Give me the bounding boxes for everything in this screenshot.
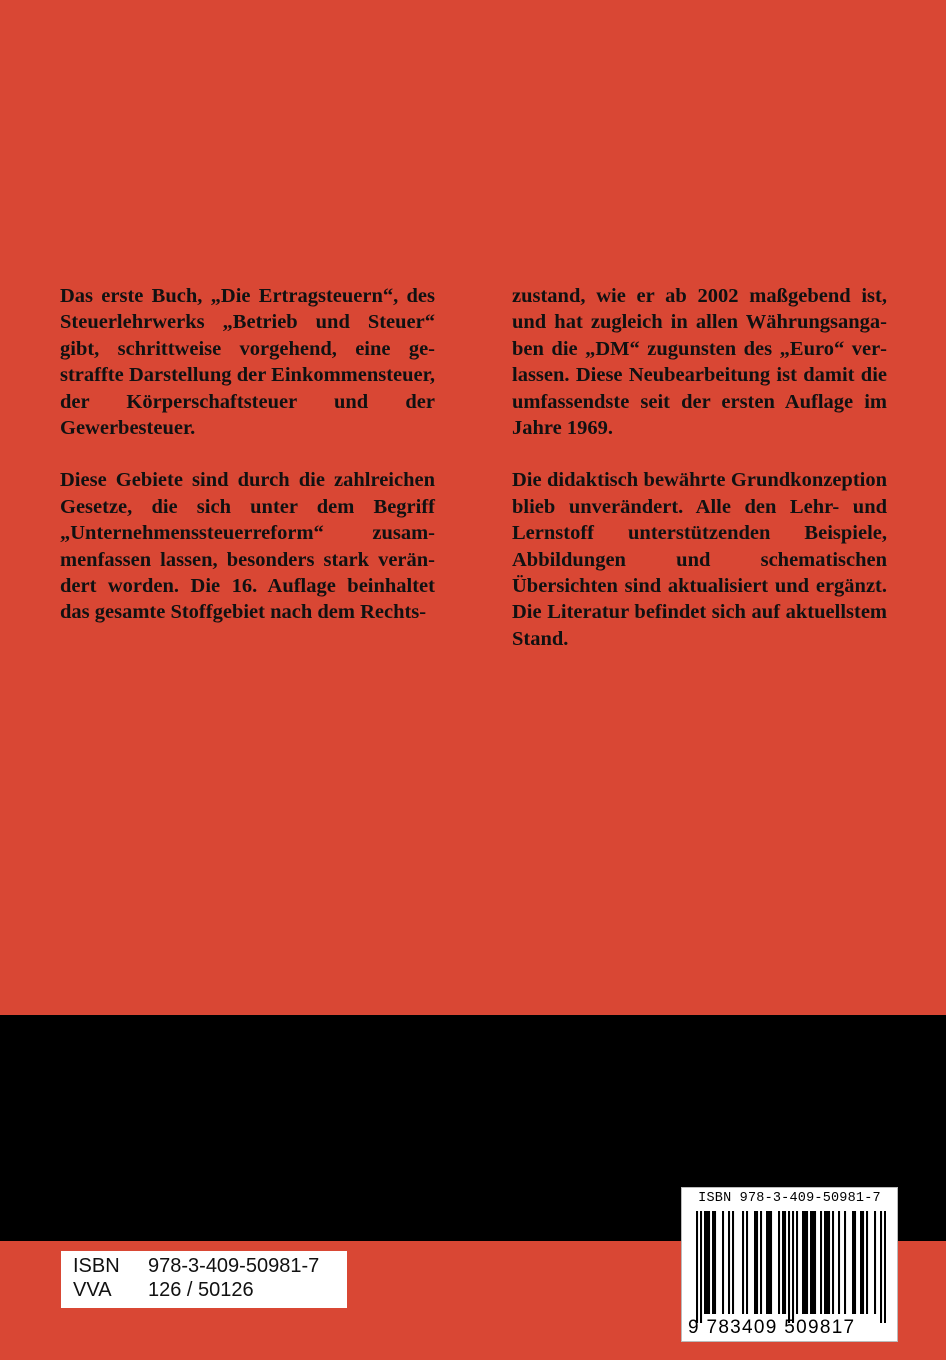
barcode-bar — [756, 1211, 758, 1314]
barcode-bar — [884, 1211, 886, 1323]
barcode-bar — [824, 1211, 826, 1314]
barcode-bar — [760, 1211, 762, 1314]
barcode-bar — [778, 1211, 780, 1314]
barcode-bar — [812, 1211, 814, 1314]
barcode-bar — [826, 1211, 828, 1314]
vva-label: VVA — [73, 1279, 112, 1301]
barcode-bar — [810, 1211, 812, 1314]
barcode-bar — [766, 1211, 768, 1314]
barcode-bar — [820, 1211, 822, 1314]
barcode-bar — [866, 1211, 868, 1314]
barcode-bar — [852, 1211, 854, 1314]
paragraph-1: Das erste Buch, „Die Ertragsteuern“, des Steuerlehrwerks „Betrieb und Steuer“ gibt, schrittweise vorgehend, eine gestraffte Darstellung der Einkommensteuer, der Körperschaftsteuer und der Gewerbesteuer. — [60, 285, 435, 440]
barcode-bar — [792, 1211, 794, 1323]
barcode-bar — [804, 1211, 806, 1314]
barcode-bar — [728, 1211, 730, 1314]
barcode-bar — [838, 1211, 840, 1314]
barcode-bar — [700, 1211, 702, 1323]
barcode-bar — [874, 1211, 876, 1314]
back-cover-text-right — [512, 283, 887, 678]
barcode-bar — [732, 1211, 734, 1314]
vva-row — [73, 1278, 347, 1302]
isbn-row — [73, 1254, 347, 1278]
barcode-isbn-text: ISBN 978-3-409-50981-7 — [698, 1191, 881, 1206]
paragraph-2: Diese Gebiete sind durch die zahlreichen Gesetze, die sich unter dem Begriff „Unternehmenssteuerreform“ zusammenfassen lassen, besonders stark verändert worden. Die 16. Auflage beinhaltet das gesamte Stoffgebiet nach dem Rechts- — [60, 469, 435, 624]
barcode-bar — [814, 1211, 816, 1314]
barcode-bar — [828, 1211, 830, 1314]
barcode-bar — [770, 1211, 772, 1314]
barcode-bar — [788, 1211, 790, 1323]
barcode-bar — [796, 1211, 798, 1314]
barcode-bar — [706, 1211, 708, 1314]
barcode-bar — [714, 1211, 716, 1314]
vva-value: 126 / 50126 — [148, 1279, 254, 1301]
barcode-bar — [784, 1211, 786, 1314]
barcode-bar — [802, 1211, 804, 1314]
isbn-label-box — [61, 1251, 347, 1308]
barcode-bar — [754, 1211, 756, 1314]
paragraph-4: Die didaktisch bewährte Grundkonzeption blieb unverändert. Alle den Lehr- und Lernstoff unterstützenden Beispiele, Abbildungen und schematischen Übersichten sind aktualisiert und ergänzt. Die Literatur befindet sich auf aktuellstem Stand. — [512, 469, 887, 650]
ean-barcode — [681, 1187, 898, 1342]
barcode-bars — [696, 1211, 886, 1323]
barcode-bar — [768, 1211, 770, 1314]
barcode-bar — [844, 1211, 846, 1314]
barcode-bar — [860, 1211, 862, 1314]
barcode-bar — [722, 1211, 724, 1314]
isbn-value: 978-3-409-50981-7 — [148, 1255, 320, 1277]
barcode-bar — [708, 1211, 710, 1314]
barcode-bar — [782, 1211, 784, 1314]
barcode-bar — [862, 1211, 864, 1314]
isbn-label: ISBN — [73, 1255, 120, 1277]
barcode-bar — [712, 1211, 714, 1314]
barcode-digits: 9 783409 509817 — [688, 1317, 856, 1338]
barcode-bar — [704, 1211, 706, 1314]
barcode-bar — [696, 1211, 698, 1323]
barcode-bar — [742, 1211, 744, 1314]
barcode-bar — [854, 1211, 856, 1314]
barcode-bar — [806, 1211, 808, 1314]
barcode-bar — [832, 1211, 834, 1314]
barcode-bar — [746, 1211, 748, 1314]
paragraph-3: zustand, wie er ab 2002 maßgebend ist, und hat zugleich in allen Währungsangaben die „DM“ zugunsten des „Euro“ verlassen. Diese Neubearbeitung ist damit die umfassendste seit der ersten Auflage im Jahre 1969. — [512, 285, 887, 440]
barcode-bar — [880, 1211, 882, 1323]
back-cover-text-left — [60, 283, 435, 652]
